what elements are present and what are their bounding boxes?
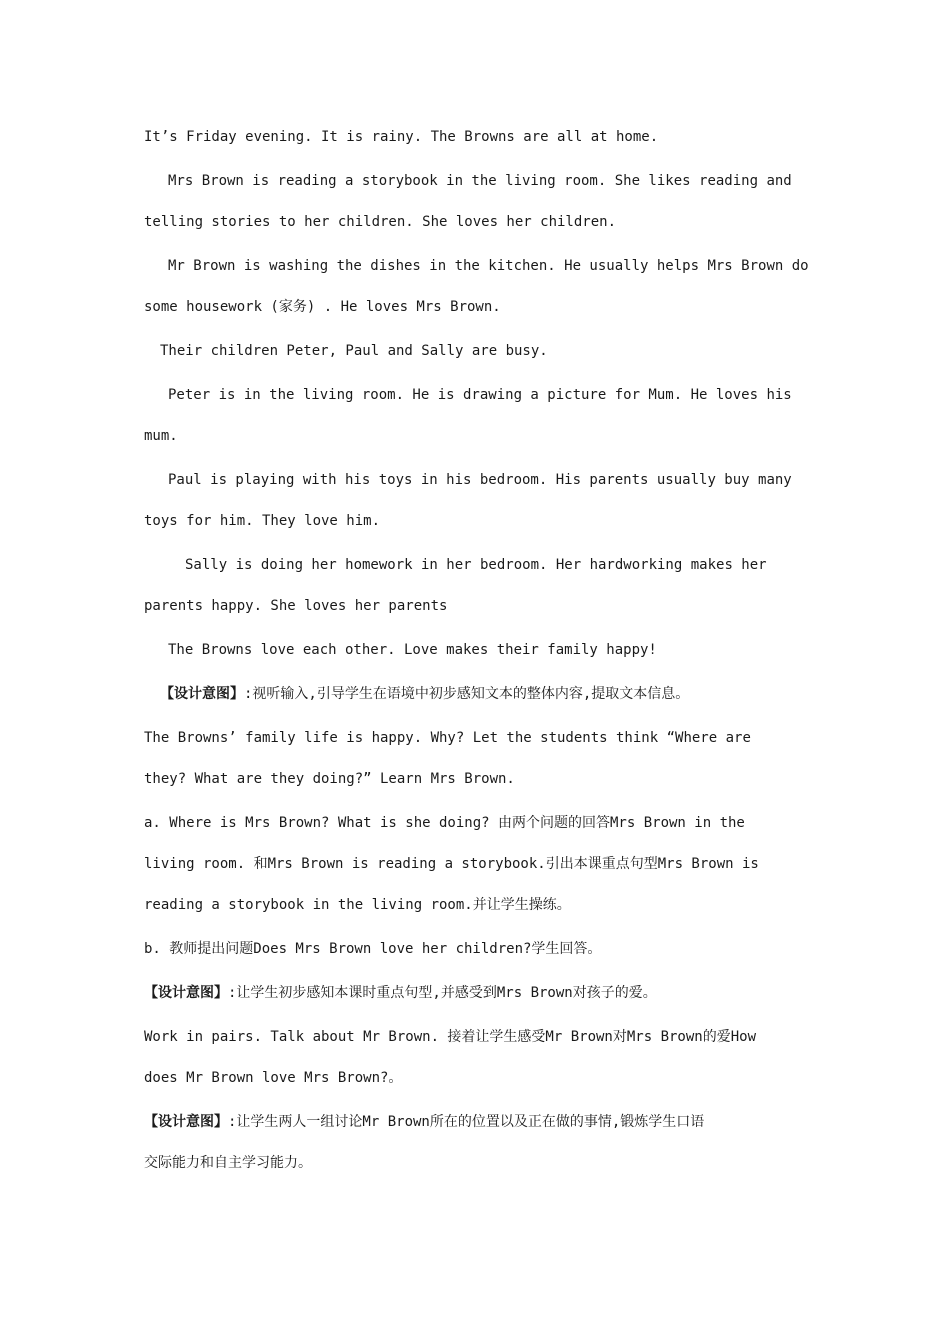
activity-line: living room. 和Mrs Brown is reading a storybook.引出本课重点句型Mrs Brown is <box>144 856 759 872</box>
story-line: Mr Brown is washing the dishes in the kitchen. He usually helps Mrs Brown do <box>168 258 809 274</box>
story-line: Paul is playing with his toys in his bedroom. His parents usually buy many <box>168 472 792 488</box>
design-note-text: :让学生两人一组讨论Mr Brown所在的位置以及正在做的事情,锻炼学生口语 <box>228 1114 705 1130</box>
activity-line: a. Where is Mrs Brown? What is she doing? 由两个问题的回答Mrs Brown in the <box>144 815 745 831</box>
design-note-label: 【设计意图】 <box>144 1114 228 1130</box>
design-note <box>144 1112 704 1132</box>
story-line: parents happy. She loves her parents <box>144 598 448 614</box>
design-note-label: 【设计意图】 <box>160 686 244 702</box>
story-line: Sally is doing her homework in her bedroom. Her hardworking makes her <box>185 557 767 573</box>
design-note <box>144 983 657 1003</box>
activity-line: they? What are they doing?” Learn Mrs Brown. <box>144 771 515 787</box>
story-line: Peter is in the living room. He is drawing a picture for Mum. He loves his <box>168 387 792 403</box>
activity-line: The Browns’ family life is happy. Why? Let the students think “Where are <box>144 730 751 746</box>
story-line: some housework (家务) . He loves Mrs Brown. <box>144 299 501 315</box>
story-line: Mrs Brown is reading a storybook in the living room. She likes reading and <box>168 173 792 189</box>
story-line: Their children Peter, Paul and Sally are busy. <box>160 343 548 359</box>
design-note <box>160 684 689 704</box>
design-note-label: 【设计意图】 <box>144 985 228 1001</box>
activity-line: b. 教师提出问题Does Mrs Brown love her children?学生回答。 <box>144 941 602 957</box>
activity-line: does Mr Brown love Mrs Brown?。 <box>144 1070 403 1086</box>
design-note-continuation: 交际能力和自主学习能力。 <box>144 1155 312 1171</box>
story-line: telling stories to her children. She loves her children. <box>144 214 617 230</box>
activity-line: reading a storybook in the living room.并让学生操练。 <box>144 897 571 913</box>
story-line: mum. <box>144 428 178 444</box>
story-line: It’s Friday evening. It is rainy. The Browns are all at home. <box>144 129 659 145</box>
story-line: The Browns love each other. Love makes their family happy! <box>168 642 657 658</box>
story-line: toys for him. They love him. <box>144 513 381 529</box>
design-note-text: :让学生初步感知本课时重点句型,并感受到Mrs Brown对孩子的爱。 <box>228 985 657 1001</box>
activity-line: Work in pairs. Talk about Mr Brown. 接着让学生感受Mr Brown对Mrs Brown的爱How <box>144 1029 757 1045</box>
design-note-text: :视听输入,引导学生在语境中初步感知文本的整体内容,提取文本信息。 <box>244 686 690 702</box>
